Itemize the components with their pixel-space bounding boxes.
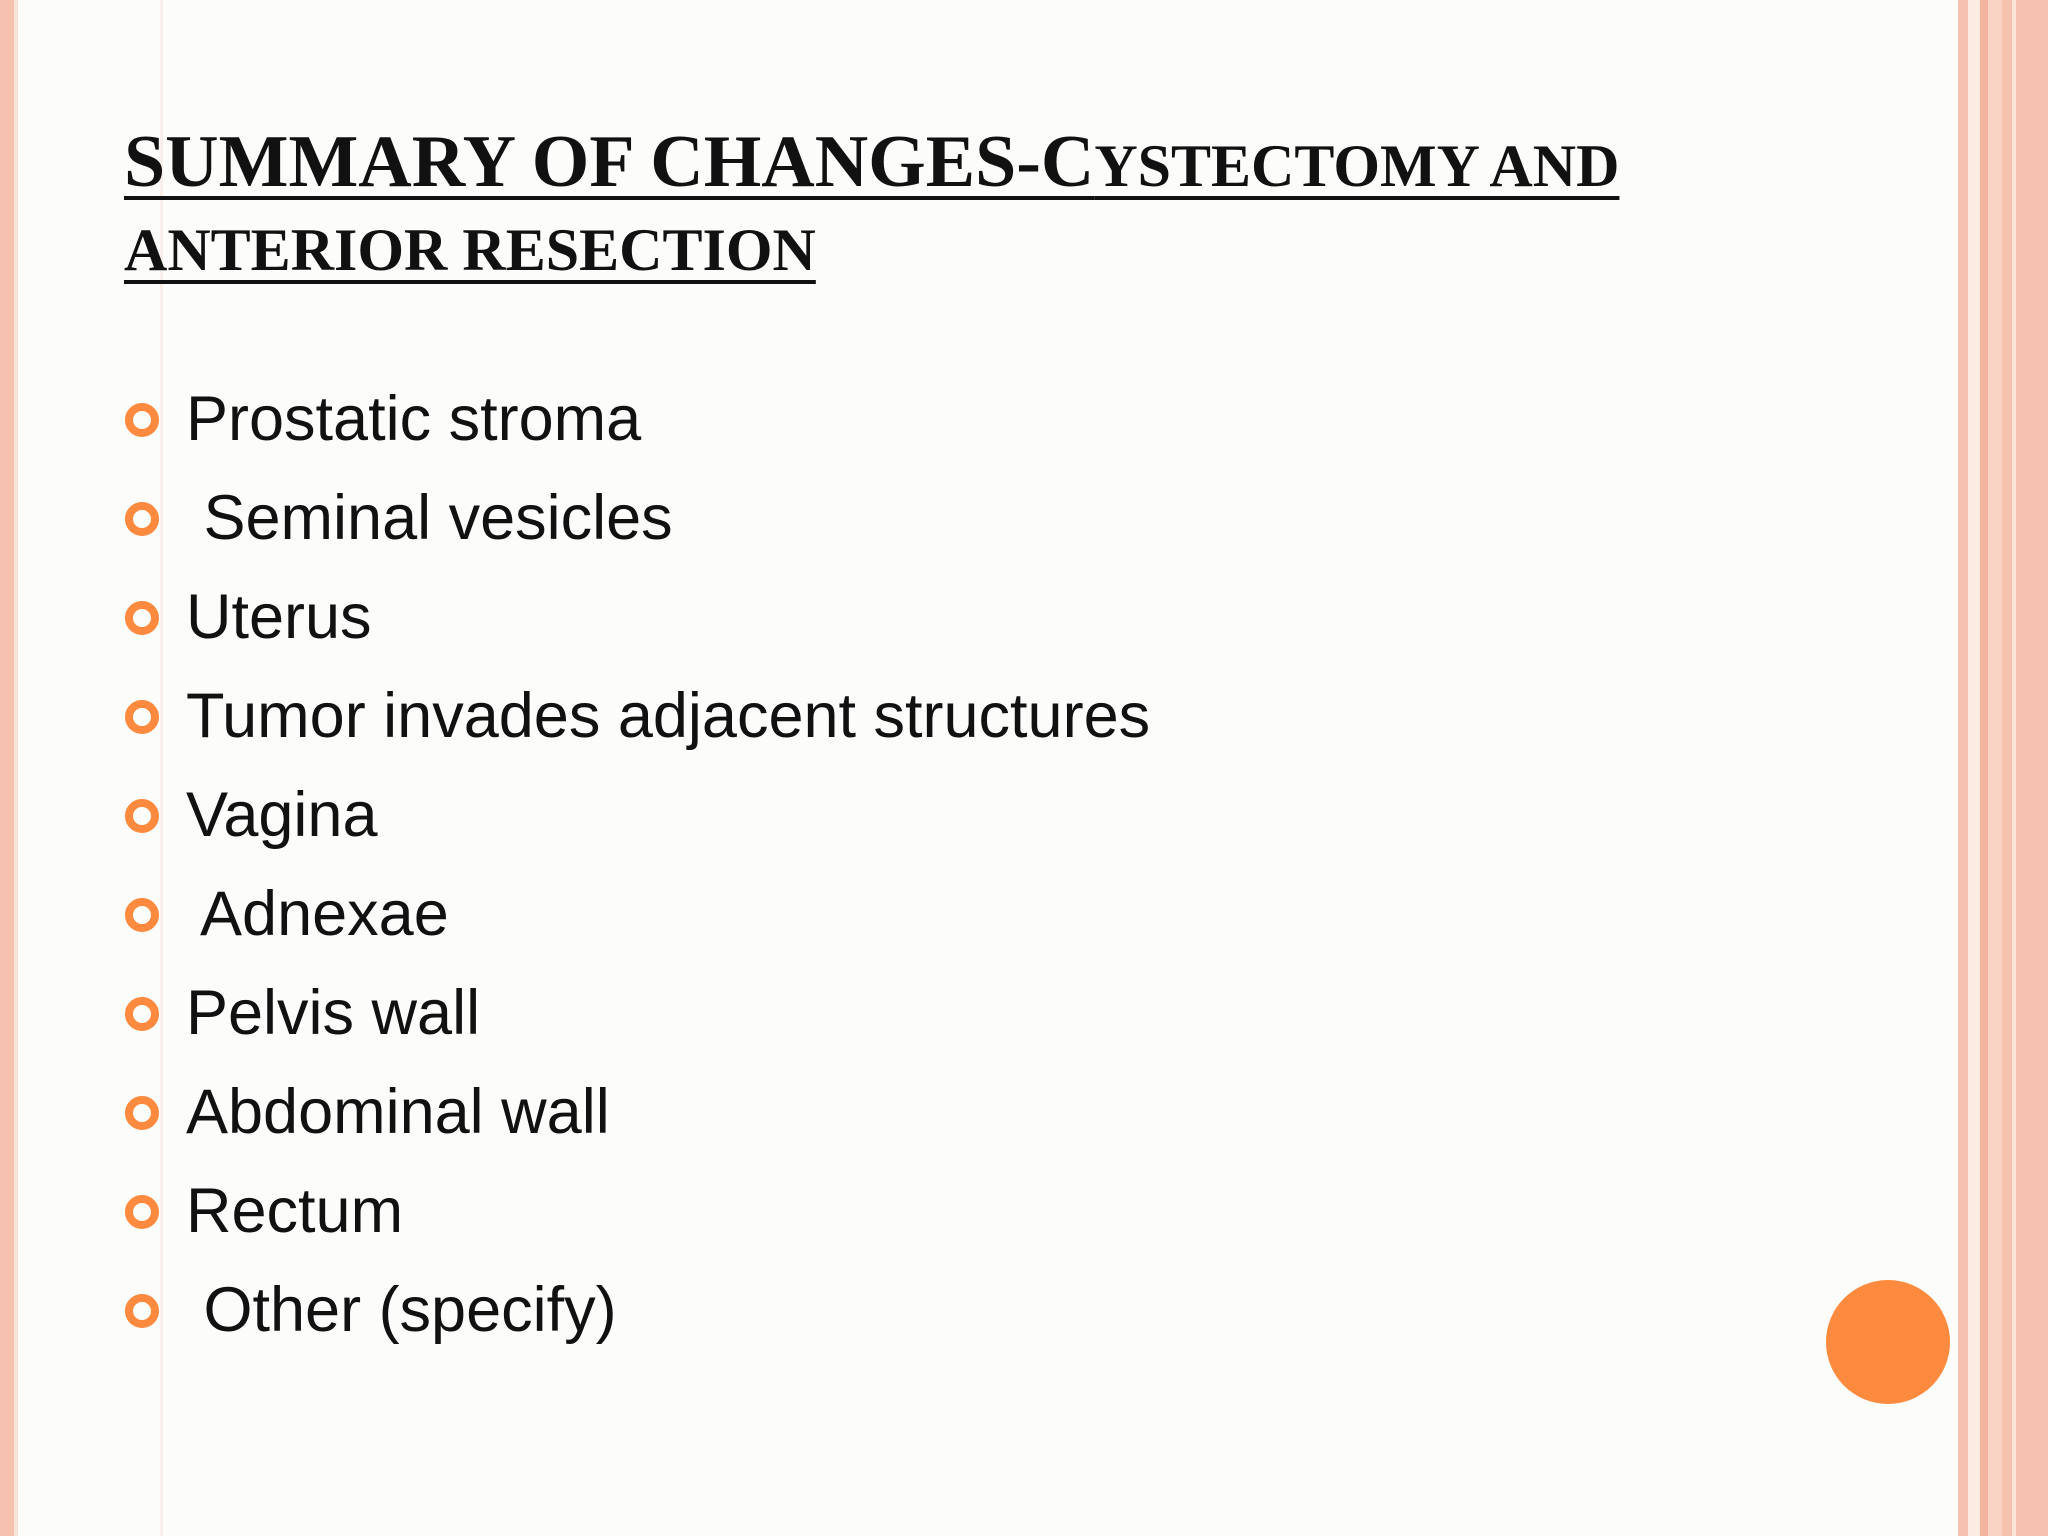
- list-item: [124, 469, 1150, 568]
- left-border-stripe: [0, 0, 14, 1536]
- title-text-smallcaps: YSTECTOMY AND: [1094, 133, 1620, 199]
- list-item: [124, 1261, 1150, 1360]
- ring-bullet-icon: [124, 897, 160, 933]
- ring-bullet-icon: [124, 501, 160, 537]
- bullet-text: Seminal vesicles: [186, 483, 673, 553]
- left-border-highlight: [14, 0, 18, 1536]
- list-item: [124, 1063, 1150, 1162]
- right-border-highlight: [2012, 0, 2016, 1536]
- slide-title-line-1: [124, 120, 1619, 205]
- list-item: [124, 766, 1150, 865]
- ring-bullet-icon: [124, 600, 160, 636]
- list-item: [124, 1162, 1150, 1261]
- bullet-text: Other (specify): [186, 1275, 617, 1345]
- right-border-stripe: [2002, 0, 2048, 1536]
- ring-bullet-icon: [124, 699, 160, 735]
- list-item: [124, 865, 1150, 964]
- ring-bullet-icon: [124, 996, 160, 1032]
- bullet-text: Pelvis wall: [186, 978, 481, 1048]
- right-border-stripe: [1988, 0, 2002, 1536]
- ring-bullet-icon: [124, 1194, 160, 1230]
- ring-bullet-icon: [124, 1095, 160, 1131]
- bullet-text: Tumor invades adjacent structures: [186, 681, 1151, 751]
- right-border-stripe: [1980, 0, 1988, 1536]
- ring-bullet-icon: [124, 1293, 160, 1329]
- title-text-main: SUMMARY OF CHANGES-C: [124, 121, 1095, 203]
- bullet-list: [124, 370, 1150, 1360]
- bullet-text: Prostatic stroma: [186, 384, 642, 454]
- ring-bullet-icon: [124, 798, 160, 834]
- list-item: [124, 568, 1150, 667]
- slide-title-line-2: ANTERIOR RESECTION: [124, 217, 816, 283]
- right-border-stripe: [1968, 0, 1980, 1536]
- bullet-text: Vagina: [186, 780, 378, 850]
- list-item: [124, 667, 1150, 766]
- decorative-orange-circle: [1826, 1280, 1950, 1404]
- list-item: [124, 370, 1150, 469]
- ring-bullet-icon: [124, 402, 160, 438]
- slide-title: [124, 120, 1824, 285]
- bullet-text: Rectum: [186, 1176, 404, 1246]
- right-border-stripe: [1958, 0, 1968, 1536]
- bullet-text: Uterus: [186, 582, 372, 652]
- bullet-text: Adnexae: [186, 879, 449, 949]
- list-item: [124, 964, 1150, 1063]
- bullet-text: Abdominal wall: [186, 1077, 610, 1147]
